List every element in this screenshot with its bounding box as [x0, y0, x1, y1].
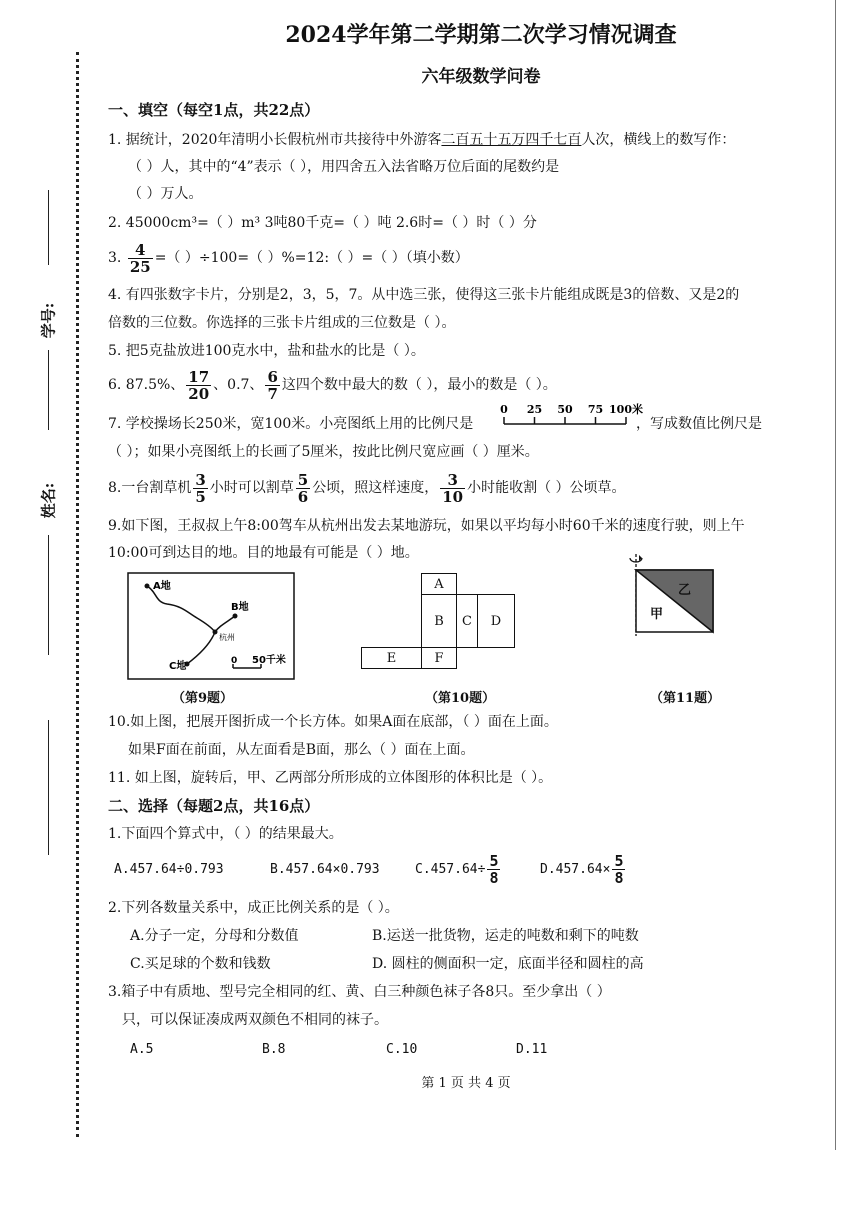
region-jia: 甲 [650, 607, 664, 622]
q6-f1-den: 20 [188, 384, 210, 403]
s2-q3-line1: 3.箱子中有质地、型号完全相同的红、黄、白三种颜色袜子各8只。至少拿出（ ） [108, 984, 611, 1000]
map-svg [127, 572, 295, 680]
s2-q1-c-den: 8 [489, 869, 499, 887]
name-label: 姓名: [39, 482, 58, 519]
scale-bar-svg [498, 400, 643, 434]
name-line [48, 535, 49, 655]
s2-q2-option-d: D. 圆柱的侧面积一定，底面半径和圆柱的高 [372, 956, 644, 972]
binding-dotted-line [76, 52, 79, 1137]
q3-fraction [128, 242, 153, 275]
q10-line1: 10.如上图，把展开图折成一个长方体。如果A面在底部，（ ）面在上面。 [108, 714, 558, 730]
q11: 11. 如上图，旋转后，甲、乙两部分所形成的立体图形的体积比是（ ）。 [108, 770, 553, 786]
map-scale-label: 50千米 [252, 655, 286, 666]
q1-line1 [108, 130, 735, 150]
scale-tick-50: 50 [557, 403, 573, 416]
rotation-svg [620, 550, 720, 642]
q8-text-c: 公顷，照这样速度， [312, 480, 439, 496]
s2-q1-option-a: A.457.64÷0.793 [114, 862, 224, 877]
q6-text-b: 、0.7、 [213, 377, 264, 393]
page-edge [835, 0, 836, 1150]
s2-q1-d-num: 5 [614, 852, 624, 870]
q4-line2: 倍数的三位数。你选择的三张卡片组成的三位数是（ ）。 [108, 315, 456, 331]
scale-tick-0: 0 [500, 403, 508, 416]
scale-tick-25: 25 [526, 403, 543, 416]
s2-q1-option-d [540, 850, 627, 890]
section1-heading: 一、填空（每空1点，共22点） [108, 101, 320, 119]
q5: 5. 把5克盐放进100克水中，盐和盐水的比是（ ）。 [108, 343, 425, 359]
q10-line2: 如果F面在前面，从左面看是B面，那么（ ）面在上面。 [128, 742, 475, 758]
map-figure [127, 572, 295, 680]
region-yi: 乙 [678, 583, 692, 598]
net-face-f: F [421, 647, 457, 669]
q8-f1-num: 3 [195, 470, 206, 489]
q4-line1: 4. 有四张数字卡片，分别是2，3，5，7。从中选三张，使得这三张卡片能组成既是3的倍数、又是2的 [108, 287, 740, 303]
q3-fraction-num: 4 [128, 242, 153, 259]
s2-q1-c-fraction [487, 853, 500, 886]
student-id-line-lower [48, 350, 49, 430]
net-face-a: A [421, 573, 457, 595]
page-title: 2024学年第二学期第二次学习情况调查 [285, 22, 677, 48]
page-footer: 第 1 页 共 4 页 [421, 1076, 511, 1091]
q7-line2: （ ）；如果小亮图纸上的长画了5厘米，按此比例尺宽应画（ ）厘米。 [108, 444, 539, 460]
q1-text-b: 人次，横线上的数写作： [581, 132, 736, 148]
s2-q1-c-text: C.457.64÷ [415, 862, 486, 877]
map-label-c: C地 [169, 661, 187, 672]
q9-line2: 10:00可到达目的地。目的地最有可能是（ ）地。 [108, 545, 419, 561]
s2-q1-d-fraction [612, 853, 625, 886]
q6-f2-den: 7 [267, 384, 278, 403]
q8-fraction-1 [193, 472, 207, 505]
net-figure [361, 573, 517, 669]
section2-heading: 二、选择（每题2点，共16点） [108, 797, 320, 815]
page-subtitle: 六年级数学问卷 [421, 67, 541, 87]
q2: 2. 45000cm³=（ ）m³ 3吨80千克=（ ）吨 2.6时=（ ）时（ ）分 [108, 215, 537, 231]
map-label-a: A地 [153, 581, 171, 592]
q1-text-a: 1. 据统计，2020年清明小长假杭州市共接待中外游客 [108, 132, 442, 148]
rotation-figure [620, 550, 720, 642]
scale-tick-100: 100米 [609, 403, 643, 416]
s2-q3-option-a: A.5 [130, 1042, 154, 1057]
q6-fraction-1 [186, 369, 211, 402]
q6-f2-num: 6 [267, 367, 278, 386]
q8-text-a: 8.一台割草机 [108, 480, 192, 496]
q6-text-c: 这四个数中最大的数（ ），最小的数是（ ）。 [281, 377, 557, 393]
map-label-b: B地 [231, 602, 249, 613]
q6-text-a: 6. 87.5%、 [108, 377, 185, 393]
map-label-hangzhou: 杭州 [219, 633, 235, 642]
student-id-line [48, 190, 49, 265]
s2-q2-option-c: C.买足球的个数和钱数 [130, 956, 271, 972]
q8 [108, 466, 626, 510]
q6 [108, 365, 557, 405]
net-face-e: E [361, 647, 422, 669]
q8-fraction-3 [440, 472, 465, 505]
q9-line1: 9.如下图，王叔叔上午8:00驾车从杭州出发去某地游玩，如果以平均每小时60千米的速度行驶，则上午 [108, 518, 745, 534]
s2-q1-d-den: 8 [614, 869, 624, 887]
s2-q1-d-text: D.457.64× [540, 862, 611, 877]
q3-number: 3. [108, 250, 122, 266]
q8-f1-den: 5 [195, 487, 206, 506]
net-face-c: C [456, 594, 478, 648]
class-line [48, 720, 49, 855]
caption-q9: （第9题） [172, 691, 234, 706]
q1-underlined: 二百五十五万四千七百 [441, 132, 582, 148]
caption-q11: （第11题） [650, 691, 721, 706]
q8-f2-num: 5 [297, 470, 309, 489]
q8-fraction-2 [296, 472, 310, 505]
q3-rest: =（ ）÷100=（ ）%=12:（ ）=（ ）（填小数） [154, 250, 469, 266]
q8-f3-num: 3 [440, 472, 465, 489]
q3 [108, 238, 469, 278]
q8-text-d: 小时能收割（ ）公顷草。 [467, 480, 626, 496]
q1-line3: （ ）万人。 [128, 186, 203, 202]
s2-q3-option-b: B.8 [262, 1042, 286, 1057]
student-id-label: 学号: [39, 302, 58, 339]
s2-q2-option-a: A.分子一定，分母和分数值 [130, 928, 299, 944]
q7-line1-end: ，写成数值比例尺是 [636, 416, 762, 432]
s2-q1-option-c [415, 850, 502, 890]
scale-bar [498, 400, 643, 434]
caption-q10: （第10题） [425, 691, 496, 706]
q8-text-b: 小时可以割草 [209, 480, 294, 496]
q1-line2: （ ）人，其中的“4”表示（ ），用四舍五入法省略万位后面的尾数约是 [128, 159, 560, 175]
net-face-d: D [477, 594, 515, 648]
s2-q2-option-b: B.运送一批货物，运走的吨数和剩下的吨数 [372, 928, 639, 944]
net-face-b: B [421, 594, 457, 648]
q8-f2-den: 6 [297, 487, 309, 506]
q6-fraction-2 [265, 369, 279, 402]
q3-fraction-den: 25 [129, 257, 151, 276]
map-scale-zero: 0 [231, 656, 238, 666]
s2-q1-option-b: B.457.64×0.793 [270, 862, 380, 877]
s2-q3-option-c: C.10 [386, 1042, 418, 1057]
s2-q3-line2: 只，可以保证凑成两双颜色不相同的袜子。 [122, 1012, 388, 1028]
q7-line1: 7. 学校操场长250米，宽100米。小亮图纸上用的比例尺是 [108, 416, 474, 432]
scale-tick-75: 75 [587, 403, 604, 416]
q8-f3-den: 10 [442, 487, 464, 506]
s2-q1-c-num: 5 [489, 852, 499, 870]
s2-q3-option-d: D.11 [516, 1042, 548, 1057]
q6-f1-num: 17 [188, 367, 210, 386]
s2-q2: 2.下列各数量关系中，成正比例关系的是（ ）。 [108, 900, 399, 916]
s2-q1: 1.下面四个算式中，（ ）的结果最大。 [108, 826, 343, 842]
